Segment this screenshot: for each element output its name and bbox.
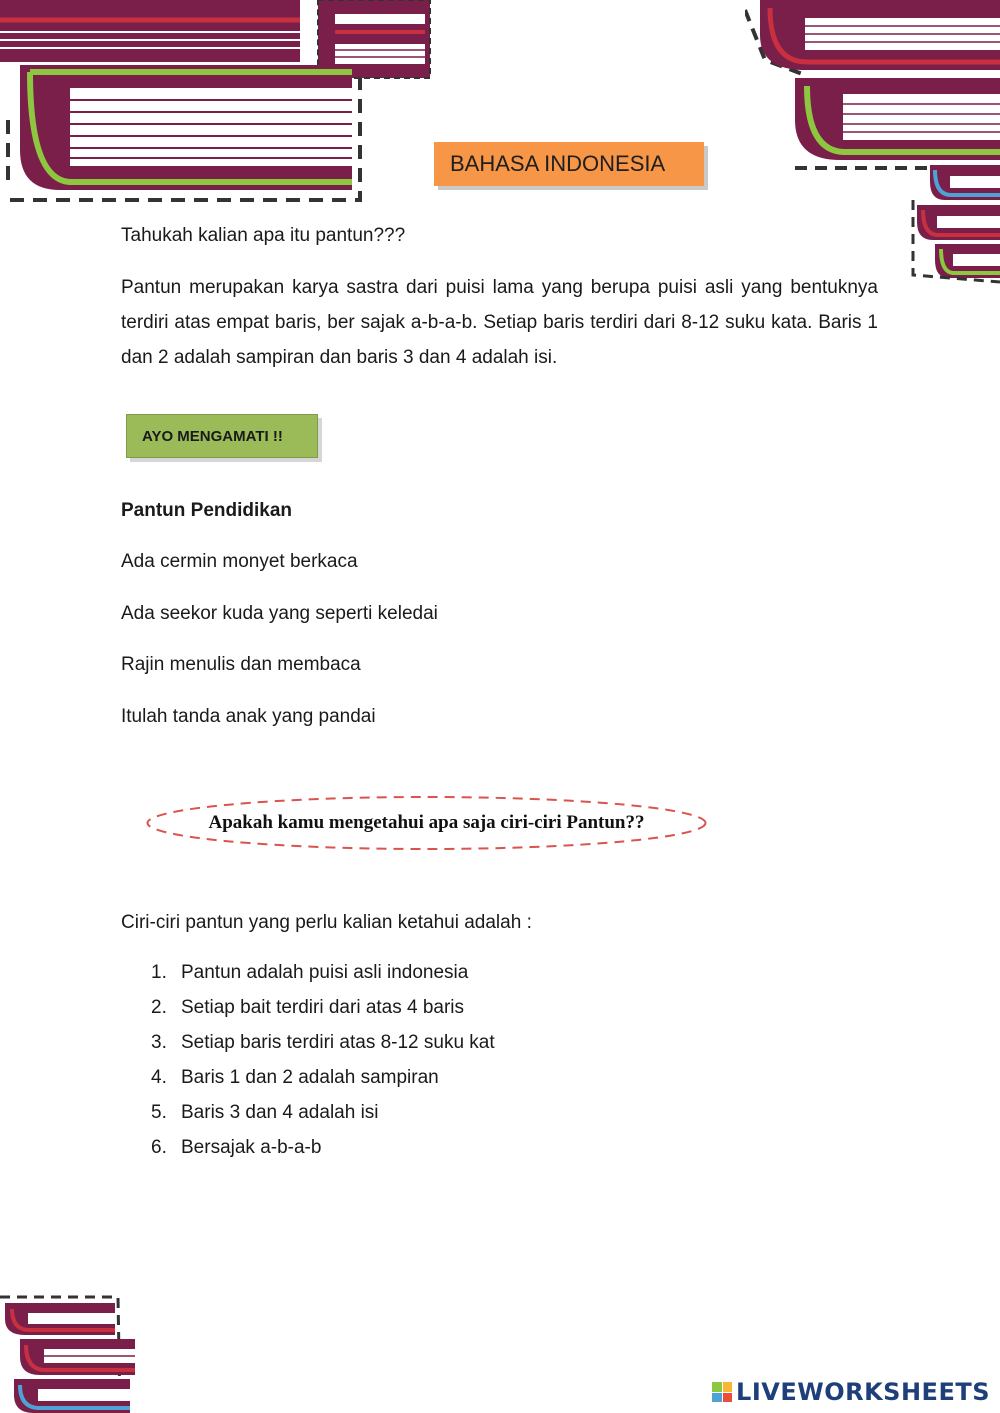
list-item: 3. Setiap baris terdiri atas 8-12 suku kat [151, 1032, 495, 1053]
observe-label-box: AYO MENGAMATI !! [126, 414, 318, 458]
poem-line-4: Itulah tanda anak yang pandai [121, 706, 376, 727]
list-item: 2. Setiap bait terdiri dari atas 4 baris [151, 997, 465, 1018]
intro-question: Tahukah kalian apa itu pantun??? [121, 225, 406, 246]
characteristics-list [121, 962, 495, 1172]
book-stack-bottom-left-illustration [0, 1295, 145, 1413]
liveworksheets-mark-icon [712, 1382, 732, 1402]
list-item: 4. Baris 1 dan 2 adalah sampiran [151, 1067, 439, 1088]
poem-line-2: Ada seekor kuda yang seperti keledai [121, 603, 438, 624]
poem-line-1: Ada cermin monyet berkaca [121, 551, 358, 572]
liveworksheets-logo[interactable] [712, 1377, 990, 1407]
subject-title-box: BAHASA INDONESIA [434, 142, 704, 186]
poem-title: Pantun Pendidikan [121, 500, 293, 521]
characteristics-intro: Ciri-ciri pantun yang perlu kalian ketahui adalah : [121, 912, 532, 933]
poem-line-3: Rajin menulis dan membaca [121, 654, 361, 675]
question-bubble-text: Apakah kamu mengetahui apa saja ciri-ciri Pantun?? [208, 812, 645, 833]
book-stack-top-right-illustration [745, 0, 1000, 285]
list-item: 1. Pantun adalah puisi asli indonesia [151, 962, 469, 983]
liveworksheets-brand-text: LIVEWORKSHEETS [736, 1378, 990, 1406]
intro-paragraph: Pantun merupakan karya sastra dari puisi lama yang berupa puisi asli yang bentuknya terdiri atas empat baris, ber sajak a-b-a-b. Setiap baris terdiri dari 8-12 suku kata. Baris 1 dan 2 adalah sampiran dan baris 3 dan 4 adalah isi. [121, 277, 878, 368]
book-stack-top-left-illustration [0, 0, 440, 205]
question-bubble [145, 794, 708, 852]
list-item: 6. Bersajak a-b-a-b [151, 1137, 322, 1158]
list-item: 5. Baris 3 dan 4 adalah isi [151, 1102, 379, 1123]
